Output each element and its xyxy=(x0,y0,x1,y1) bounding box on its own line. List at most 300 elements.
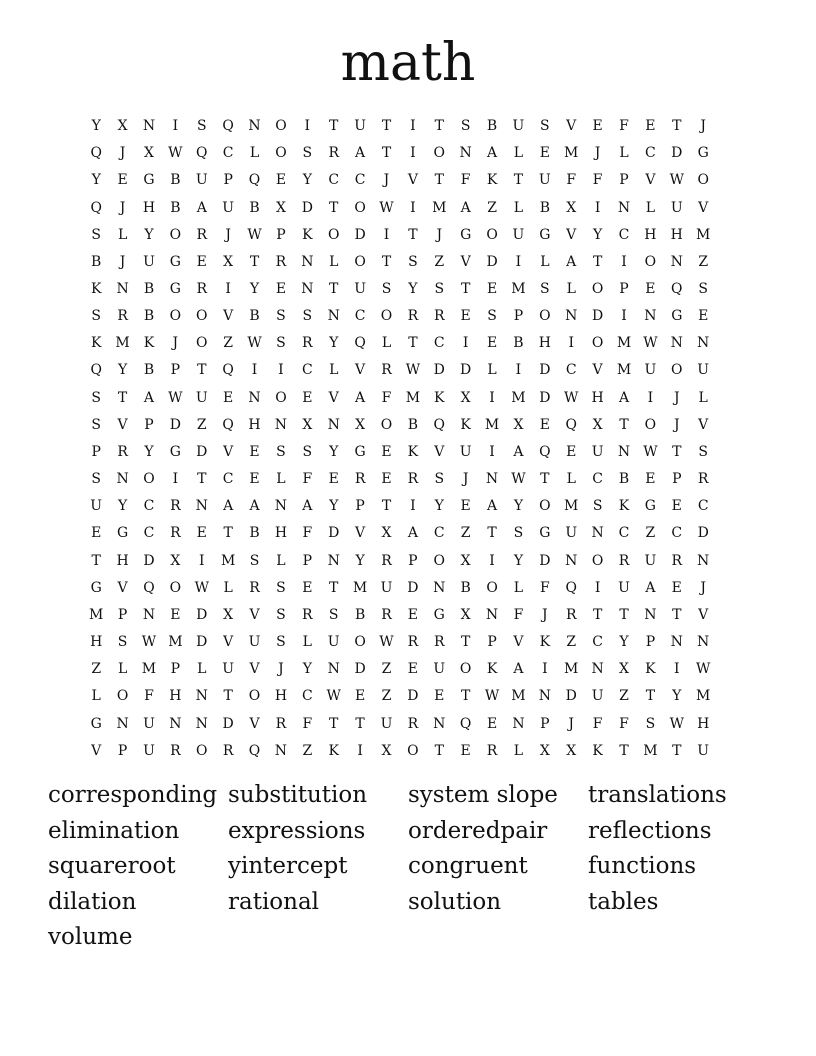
word-list-item: squareroot xyxy=(48,853,176,879)
grid-letter: O xyxy=(486,226,498,243)
grid-letter: R xyxy=(407,471,419,488)
grid-letter: P xyxy=(276,226,286,243)
grid-row xyxy=(83,493,743,520)
grid-letter: B xyxy=(170,199,181,216)
grid-letter: O xyxy=(671,362,683,379)
grid-letter: S xyxy=(434,471,445,488)
grid-letter: N xyxy=(116,281,129,298)
grid-letter: W xyxy=(695,661,711,678)
grid-letter: V xyxy=(434,443,445,460)
grid-letter: D xyxy=(433,362,445,379)
grid-letter: O xyxy=(116,688,129,705)
grid-letter: P xyxy=(672,471,682,488)
grid-letter: V xyxy=(249,715,260,732)
grid-letter: M xyxy=(643,742,658,759)
grid-letter: N xyxy=(512,715,525,732)
grid-letter: L xyxy=(566,281,576,298)
grid-letter: O xyxy=(354,634,366,651)
grid-letter: M xyxy=(168,634,183,651)
grid-letter: E xyxy=(671,579,682,596)
grid-letter: Y xyxy=(117,498,128,515)
grid-letter: A xyxy=(486,145,498,162)
grid-letter: Q xyxy=(196,145,208,162)
grid-letter: J xyxy=(700,118,706,135)
grid-letter: V xyxy=(91,742,102,759)
grid-letter: O xyxy=(354,253,366,270)
grid-letter: N xyxy=(670,253,683,270)
grid-letter: S xyxy=(328,606,339,623)
grid-letter: R xyxy=(117,308,128,325)
grid-letter: Z xyxy=(645,525,656,542)
grid-letter: N xyxy=(327,661,340,678)
grid-letter: D xyxy=(143,552,155,569)
grid-letter: N xyxy=(697,634,710,651)
grid-letter: S xyxy=(276,606,286,623)
grid-letter: O xyxy=(380,416,393,433)
grid-letter: T xyxy=(645,688,656,705)
grid-letter: S xyxy=(302,145,313,162)
grid-letter: G xyxy=(671,308,683,325)
grid-letter: O xyxy=(169,579,182,596)
grid-letter: C xyxy=(143,498,155,515)
grid-letter: Q xyxy=(248,172,261,189)
grid-letter: S xyxy=(117,634,128,651)
grid-row xyxy=(83,276,743,303)
grid-letter: X xyxy=(566,742,577,759)
grid-letter: E xyxy=(407,661,418,678)
grid-letter: R xyxy=(407,634,419,651)
grid-letter: R xyxy=(275,253,287,270)
grid-letter: G xyxy=(90,579,102,596)
grid-letter: L xyxy=(513,199,524,216)
grid-letter: G xyxy=(116,525,129,542)
grid-letter: Y xyxy=(513,552,524,569)
grid-letter: G xyxy=(539,226,551,243)
grid-letter: G xyxy=(433,606,445,623)
grid-letter: D xyxy=(196,443,208,460)
grid-letter: M xyxy=(484,416,500,433)
grid-letter: N xyxy=(591,661,604,678)
grid-letter: L xyxy=(540,253,550,270)
grid-letter: I xyxy=(515,253,522,270)
grid-letter: K xyxy=(486,172,498,189)
grid-letter: M xyxy=(511,688,526,705)
grid-letter: C xyxy=(354,308,366,325)
word-list-item: dilation xyxy=(48,888,137,915)
grid-letter: O xyxy=(697,172,709,189)
grid-letter: Q xyxy=(90,362,102,379)
grid-letter: C xyxy=(565,362,577,379)
grid-letter: C xyxy=(222,471,234,488)
grid-letter: G xyxy=(143,172,155,189)
grid-letter: S xyxy=(276,308,286,325)
grid-letter: E xyxy=(354,688,366,705)
grid-letter: T xyxy=(672,606,682,623)
grid-letter: R xyxy=(486,742,498,759)
grid-letter: R xyxy=(671,552,683,569)
grid-letter: J xyxy=(700,579,706,596)
grid-letter: E xyxy=(566,443,577,460)
grid-letter: S xyxy=(196,118,207,135)
grid-letter: E xyxy=(275,172,287,189)
grid-letter: B xyxy=(249,199,260,216)
grid-letter: L xyxy=(302,634,312,651)
grid-letter: G xyxy=(169,281,181,298)
grid-letter: K xyxy=(90,281,102,298)
grid-letter: O xyxy=(275,389,287,406)
grid-letter: T xyxy=(381,498,392,515)
grid-letter: P xyxy=(170,362,181,379)
page-title: math xyxy=(340,33,476,93)
grid-letter: E xyxy=(223,389,234,406)
grid-letter: K xyxy=(618,498,630,515)
grid-letter: X xyxy=(566,199,577,216)
grid-letter: U xyxy=(354,281,366,298)
word-list-item: yintercept xyxy=(228,853,348,879)
grid-letter: N xyxy=(697,335,710,352)
grid-letter: Q xyxy=(222,362,234,379)
grid-letter: G xyxy=(169,443,181,460)
grid-letter: I xyxy=(278,362,284,379)
grid-letter: E xyxy=(249,443,260,460)
grid-letter: B xyxy=(486,118,498,135)
grid-letter: T xyxy=(434,172,444,189)
grid-letter: A xyxy=(645,579,656,596)
grid-letter: T xyxy=(223,525,233,542)
word-list-item: tables xyxy=(588,888,659,915)
grid-letter: D xyxy=(169,416,181,433)
grid-letter: R xyxy=(381,606,392,623)
grid-letter: H xyxy=(538,335,551,352)
grid-letter: H xyxy=(697,715,710,732)
grid-letter: Y xyxy=(144,226,154,243)
grid-letter: D xyxy=(671,145,683,162)
grid-letter: H xyxy=(248,416,261,433)
grid-letter: R xyxy=(618,552,630,569)
grid-letter: P xyxy=(513,308,524,325)
grid-letter: T xyxy=(540,471,550,488)
grid-letter: M xyxy=(141,661,157,678)
grid-letter: B xyxy=(407,416,419,433)
grid-letter: E xyxy=(460,742,471,759)
grid-letter: M xyxy=(89,606,104,623)
grid-letter: I xyxy=(647,389,654,406)
grid-letter: M xyxy=(564,145,579,162)
grid-letter: E xyxy=(539,416,550,433)
grid-letter: A xyxy=(618,389,630,406)
grid-letter: L xyxy=(91,688,101,705)
grid-letter: Y xyxy=(513,498,524,515)
grid-letter: V xyxy=(698,606,709,623)
grid-letter: O xyxy=(196,308,208,325)
word-list-item: substitution xyxy=(228,782,368,808)
grid-letter: Y xyxy=(329,498,339,515)
grid-letter: E xyxy=(460,498,471,515)
grid-letter: C xyxy=(433,525,445,542)
grid-letter: S xyxy=(302,443,313,460)
grid-letter: J xyxy=(278,661,284,678)
grid-letter: I xyxy=(251,362,258,379)
grid-letter: E xyxy=(645,281,656,298)
grid-letter: C xyxy=(697,498,709,515)
grid-letter: X xyxy=(513,416,524,433)
grid-letter: L xyxy=(117,661,128,678)
grid-letter: V xyxy=(223,443,234,460)
grid-letter: D xyxy=(565,688,577,705)
grid-letter: Q xyxy=(459,715,472,732)
grid-letter: X xyxy=(381,742,392,759)
grid-letter: W xyxy=(379,199,394,216)
grid-letter: P xyxy=(302,552,313,569)
grid-row xyxy=(83,656,743,683)
grid-letter: R xyxy=(407,715,419,732)
grid-letter: N xyxy=(327,308,340,325)
grid-letter: V xyxy=(117,416,128,433)
grid-row xyxy=(83,113,743,140)
grid-letter: C xyxy=(143,525,155,542)
grid-letter: R xyxy=(407,308,419,325)
grid-letter: M xyxy=(432,199,447,216)
grid-letter: O xyxy=(433,552,446,569)
grid-letter: Q xyxy=(433,416,446,433)
grid-letter: T xyxy=(434,742,444,759)
grid-row xyxy=(83,194,743,221)
grid-letter: V xyxy=(460,253,471,270)
grid-row xyxy=(83,602,743,629)
grid-letter: N xyxy=(538,688,551,705)
grid-letter: E xyxy=(117,172,128,189)
grid-letter: Y xyxy=(355,552,365,569)
grid-letter: R xyxy=(196,281,208,298)
grid-letter: S xyxy=(91,389,101,406)
grid-letter: G xyxy=(644,498,656,515)
grid-letter: I xyxy=(489,389,495,406)
grid-letter: T xyxy=(619,416,629,433)
grid-letter: N xyxy=(485,471,499,488)
grid-letter: U xyxy=(512,118,525,135)
grid-letter: I xyxy=(304,118,311,135)
grid-letter: W xyxy=(194,579,209,596)
grid-letter: U xyxy=(195,389,208,406)
grid-letter: K xyxy=(90,335,102,352)
grid-letter: M xyxy=(115,335,130,352)
grid-letter: I xyxy=(621,308,627,325)
grid-letter: C xyxy=(645,145,656,162)
grid-letter: E xyxy=(302,579,313,596)
grid-row xyxy=(83,520,743,547)
grid-letter: D xyxy=(407,688,419,705)
grid-letter: L xyxy=(645,199,656,216)
grid-letter: U xyxy=(618,579,630,596)
grid-letter: F xyxy=(592,172,603,189)
grid-letter: T xyxy=(197,362,207,379)
grid-letter: W xyxy=(168,145,183,162)
grid-letter: N xyxy=(274,498,288,515)
letter-grid xyxy=(83,113,743,765)
grid-letter: L xyxy=(223,579,233,596)
grid-letter: H xyxy=(591,389,604,406)
grid-letter: N xyxy=(591,525,604,542)
grid-letter: U xyxy=(143,253,155,270)
grid-letter: E xyxy=(249,471,260,488)
grid-letter: R xyxy=(697,471,709,488)
grid-letter: O xyxy=(196,742,208,759)
grid-letter: H xyxy=(644,226,657,243)
grid-letter: V xyxy=(698,199,709,216)
grid-letter: I xyxy=(568,335,574,352)
grid-letter: Z xyxy=(566,634,577,651)
grid-letter: S xyxy=(487,308,497,325)
grid-letter: J xyxy=(673,416,680,433)
grid-letter: B xyxy=(170,172,181,189)
grid-letter: N xyxy=(670,335,683,352)
grid-letter: M xyxy=(696,688,711,705)
grid-letter: S xyxy=(302,308,313,325)
word-list-item: rational xyxy=(228,888,320,915)
grid-letter: P xyxy=(91,443,101,460)
grid-letter: K xyxy=(143,335,155,352)
grid-letter: O xyxy=(275,145,287,162)
grid-letter: U xyxy=(195,172,208,189)
grid-letter: D xyxy=(539,362,551,379)
grid-letter: T xyxy=(329,281,339,298)
grid-letter: A xyxy=(249,498,260,515)
grid-letter: E xyxy=(645,471,656,488)
grid-letter: S xyxy=(276,335,286,352)
grid-letter: O xyxy=(433,145,446,162)
grid-letter: R xyxy=(170,498,181,515)
grid-letter: G xyxy=(460,226,472,243)
grid-letter: N xyxy=(142,118,156,135)
grid-letter: X xyxy=(302,416,313,433)
grid-letter: W xyxy=(247,226,262,243)
grid-letter: Y xyxy=(302,661,312,678)
word-list-item: corresponding xyxy=(48,782,218,808)
grid-letter: T xyxy=(460,688,471,705)
grid-letter: Q xyxy=(143,579,155,596)
grid-letter: T xyxy=(408,335,418,352)
grid-letter: U xyxy=(670,199,683,216)
grid-letter: P xyxy=(355,498,365,515)
grid-letter: K xyxy=(460,416,471,433)
word-list-item: translations xyxy=(588,782,727,808)
grid-letter: X xyxy=(355,416,366,433)
grid-letter: E xyxy=(407,606,418,623)
grid-letter: B xyxy=(460,579,471,596)
grid-letter: A xyxy=(355,389,366,406)
grid-letter: X xyxy=(592,416,603,433)
grid-letter: E xyxy=(486,715,498,732)
grid-letter: I xyxy=(172,118,179,135)
grid-letter: Q xyxy=(565,579,577,596)
grid-letter: S xyxy=(276,443,286,460)
grid-letter: R xyxy=(222,742,234,759)
grid-letter: T xyxy=(223,688,233,705)
grid-letter: C xyxy=(433,335,445,352)
grid-letter: V xyxy=(355,525,366,542)
grid-letter: W xyxy=(326,688,341,705)
grid-letter: L xyxy=(329,253,339,270)
grid-letter: B xyxy=(354,606,366,623)
grid-letter: T xyxy=(487,525,497,542)
grid-letter: N xyxy=(617,443,631,460)
grid-letter: T xyxy=(408,226,418,243)
grid-letter: U xyxy=(591,443,604,460)
grid-letter: Z xyxy=(91,661,102,678)
grid-letter: R xyxy=(196,226,208,243)
grid-letter: A xyxy=(223,498,234,515)
grid-letter: F xyxy=(302,715,313,732)
grid-letter: I xyxy=(594,579,601,596)
grid-letter: K xyxy=(486,661,498,678)
grid-letter: Z xyxy=(698,253,709,270)
grid-letter: C xyxy=(618,525,630,542)
grid-letter: M xyxy=(564,498,579,515)
grid-letter: X xyxy=(117,118,128,135)
grid-letter: W xyxy=(168,389,183,406)
grid-letter: H xyxy=(274,688,288,705)
grid-letter: F xyxy=(513,606,524,623)
grid-letter: L xyxy=(329,362,339,379)
grid-letter: U xyxy=(143,715,155,732)
grid-letter: U xyxy=(644,552,657,569)
grid-letter: N xyxy=(433,715,446,732)
grid-letter: D xyxy=(539,552,551,569)
grid-row xyxy=(83,385,743,412)
grid-letter: N xyxy=(433,579,446,596)
grid-letter: M xyxy=(564,661,579,678)
grid-row xyxy=(83,710,743,737)
grid-letter: A xyxy=(143,389,155,406)
grid-row xyxy=(83,683,743,710)
grid-letter: Q xyxy=(90,199,102,216)
grid-letter: X xyxy=(381,525,392,542)
grid-letter: T xyxy=(249,253,260,270)
grid-letter: I xyxy=(172,471,179,488)
grid-letter: A xyxy=(196,199,207,216)
grid-letter: T xyxy=(381,118,392,135)
grid-letter: X xyxy=(143,145,154,162)
grid-letter: S xyxy=(91,226,101,243)
grid-letter: C xyxy=(592,634,603,651)
grid-letter: J xyxy=(119,253,126,270)
grid-letter: F xyxy=(619,715,629,732)
grid-letter: Y xyxy=(592,226,603,243)
grid-letter: E xyxy=(381,471,392,488)
grid-letter: Y xyxy=(91,172,101,189)
grid-letter: E xyxy=(592,118,603,135)
grid-row xyxy=(83,439,743,466)
grid-letter: Q xyxy=(90,145,102,162)
word-list-item: congruent xyxy=(408,853,528,879)
grid-letter: N xyxy=(195,688,208,705)
grid-letter: X xyxy=(539,742,550,759)
grid-letter: P xyxy=(117,742,128,759)
grid-letter: R xyxy=(170,525,181,542)
grid-letter: R xyxy=(565,606,577,623)
word-list-item: reflections xyxy=(588,817,712,844)
grid-letter: W xyxy=(379,634,394,651)
grid-letter: U xyxy=(380,579,393,596)
grid-letter: V xyxy=(407,172,418,189)
grid-letter: F xyxy=(619,118,629,135)
grid-letter: O xyxy=(380,308,393,325)
grid-letter: J xyxy=(594,145,601,162)
grid-letter: A xyxy=(566,253,577,270)
grid-letter: T xyxy=(460,634,471,651)
grid-letter: W xyxy=(405,362,421,379)
grid-letter: M xyxy=(616,335,632,352)
